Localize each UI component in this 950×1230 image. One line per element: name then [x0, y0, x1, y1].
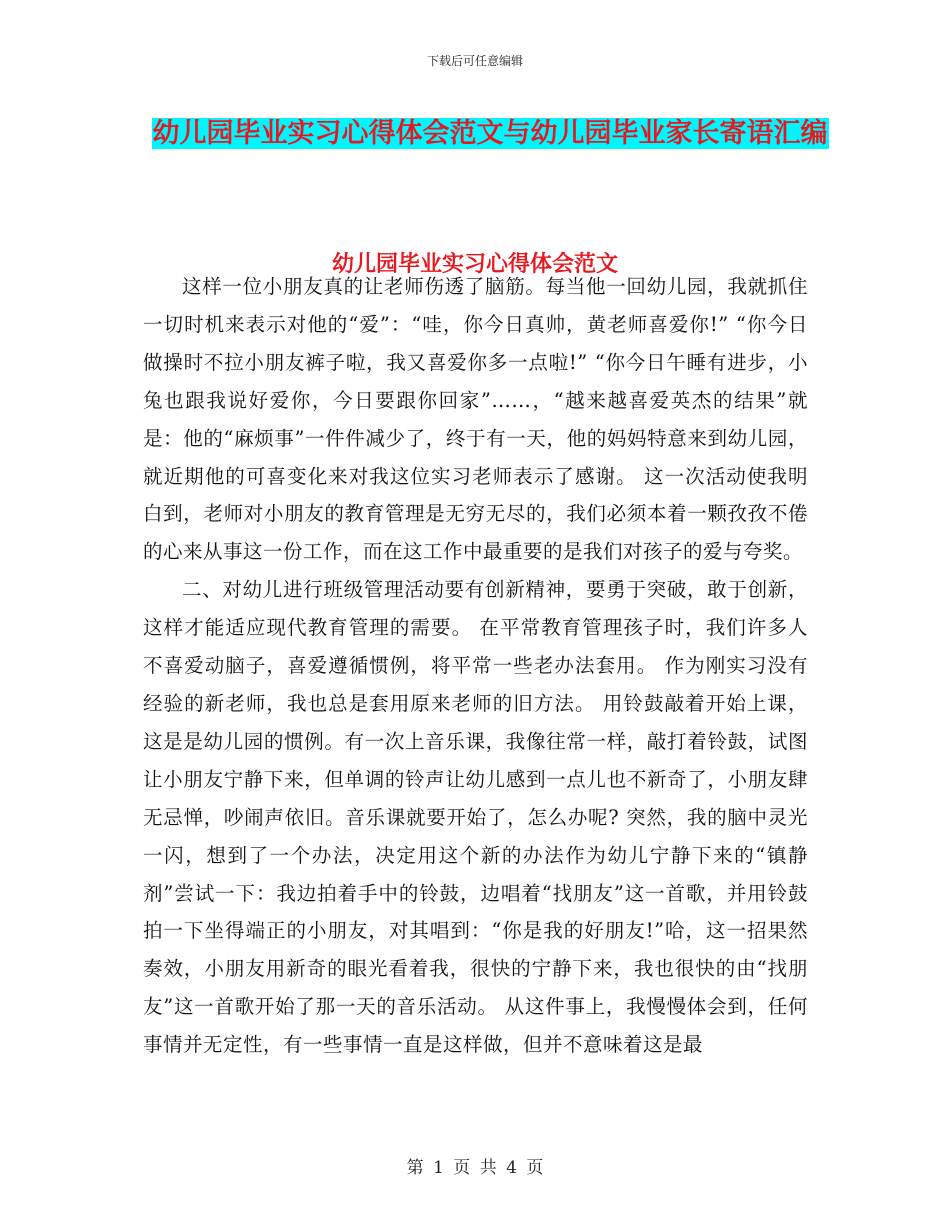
- paragraph: 这样一位小朋友真的让老师伤透了脑筋。每当他一回幼儿园，我就抓住一切时机来表示对他的“爱”：“哇，你今日真帅，黄老师喜爱你!” “你今日做操时不拉小朋友裤子啦，我又喜爱你多一点啦!” “你今日午睡有进步，小兔也跟我说好爱你，今日要跟你回家”……，“越来越喜爱英杰的结果”就是：他的“麻烦事”一件件减少了，终于有一天，他的妈妈特意来到幼儿园，就近期他的可喜变化来对我这位实习老师表示了感谢。 这一次活动使我明白到，老师对小朋友的教育管理是无穷无尽的，我们必须本着一颗孜孜不倦的心来从事这一份工作，而在这工作中最重要的是我们对孩子的爱与夸奖。: [143, 275, 808, 564]
- document-title-text: 幼儿园毕业实习心得体会范文与幼儿园毕业家长寄语汇编: [152, 118, 828, 149]
- document-title: [120, 108, 860, 160]
- paragraph: 二、对幼儿进行班级管理活动要有创新精神，要勇于突破，敢于创新，这样才能适应现代教育管理的需要。 在平常教育管理孩子时，我们许多人不喜爱动脑子，喜爱遵循惯例，将平常一些老办法套用。 作为刚实习没有经验的新老师，我也总是套用原来老师的旧方法。 用铃鼓敲着开始上课，这是是幼儿园的惯例。有一次上音乐课，我像往常一样，敲打着铃鼓，试图让小朋友宁静下来，但单调的铃声让幼儿感到一点儿也不新奇了，小朋友肆无忌惮，吵闹声依旧。音乐课就要开始了，怎么办呢? 突然，我的脑中灵光一闪，想到了一个办法，决定用这个新的办法作为幼儿宁静下来的“镇静剂”尝试一下：我边拍着手中的铃鼓，边唱着“找朋友”这一首歌，并用铃鼓拍一下坐得端正的小朋友，对其唱到：“你是我的好朋友!”哈，这一招果然奏效，小朋友用新奇的眼光看着我，很快的宁静下来，我也很快的由“找朋友”这一首歌开始了那一天的音乐活动。 从这件事上，我慢慢体会到，任何事情并无定性，有一些事情一直是这样做，但并不意味着这是最: [143, 578, 808, 1057]
- page-number-footer: 第 1 页 共 4 页: [406, 1158, 544, 1178]
- section-heading: 幼儿园毕业实习心得体会范文: [331, 251, 618, 277]
- body-text: [143, 268, 808, 1064]
- page-header-note: 下载后可任意编辑: [426, 54, 523, 68]
